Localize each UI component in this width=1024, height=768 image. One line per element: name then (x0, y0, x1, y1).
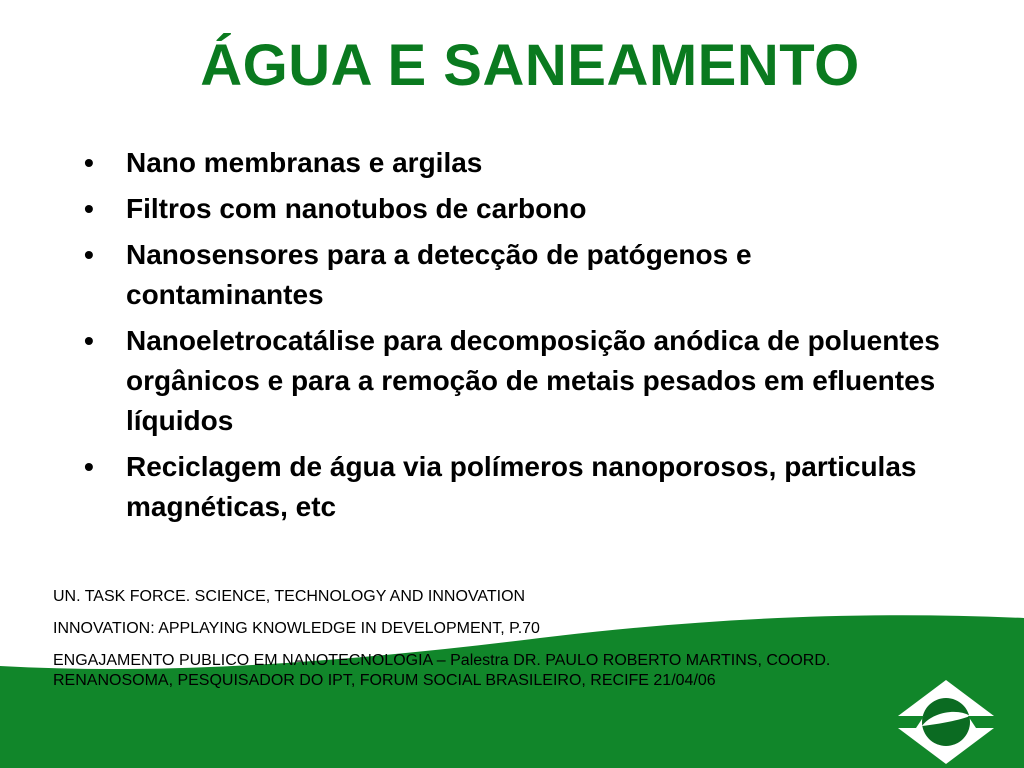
bullet-text: Nanoeletrocatálise para decomposição anódica de poluentes orgânicos e para a remoção de metais pesados em efluentes líquidos (126, 325, 940, 436)
bullet-icon: • (84, 147, 94, 178)
bullet-item (84, 321, 944, 441)
bullet-item (84, 235, 944, 315)
bullet-icon: • (84, 239, 94, 270)
bullet-item (84, 189, 944, 229)
bullet-text: Reciclagem de água via polímeros nanoporosos, particulas magnéticas, etc (126, 451, 917, 522)
reference-line: UN. TASK FORCE. SCIENCE, TECHNOLOGY AND INNOVATION (53, 588, 526, 605)
bullet-item (84, 447, 944, 527)
bullet-icon: • (84, 325, 94, 356)
bullet-text: Nano membranas e argilas (126, 147, 483, 178)
bullet-icon: • (84, 193, 94, 224)
bullet-icon: • (84, 451, 94, 482)
bullet-text: Nanosensores para a detecção de patógenos e contaminantes (126, 239, 752, 310)
references (53, 587, 933, 703)
reference-line: INNOVATION: APPLAYING KNOWLEDGE IN DEVELOPMENT, P.70 (53, 620, 540, 637)
bullet-list (84, 143, 944, 533)
slide-title: ÁGUA E SANEAMENTO (200, 33, 860, 98)
bullet-text: Filtros com nanotubos de carbono (126, 193, 587, 224)
bullet-item (84, 143, 944, 183)
reference-line: ENGAJAMENTO PUBLICO EM NANOTECNOLOGIA – Palestra DR. PAULO ROBERTO MARTINS, COORD. RENANOSOMA, PESQUISADOR DO IPT, FORUM SOCIAL BRASILEIRO, RECIFE 21/04/06 (53, 652, 831, 689)
